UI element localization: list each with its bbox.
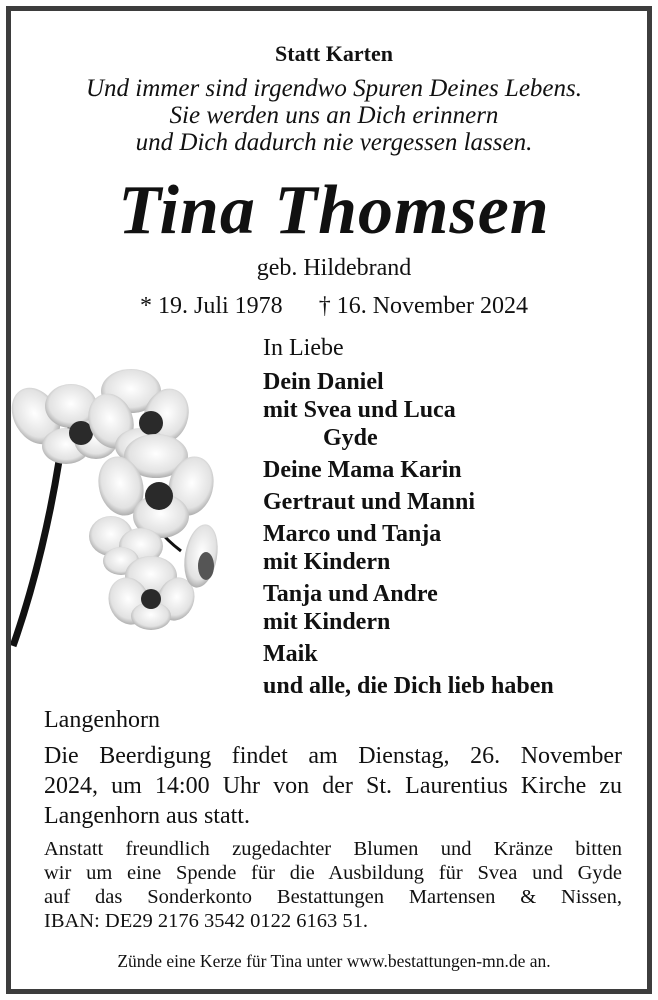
mourner-line: Maik [263,641,318,667]
mourner-line: und alle, die Dich lieb haben [263,673,554,699]
verse-line: Und immer sind irgendwo Spuren Deines Lebens. [85,75,583,102]
mourner-line: mit Svea und Luca [263,397,456,423]
mourner-line: Gertraut und Manni [263,489,476,515]
death-date: † 16. November 2024 [318,293,528,319]
deceased-name: Tina Thomsen [118,172,550,249]
verse-line: und Dich dadurch nie vergessen lassen. [135,129,533,156]
funeral-notice [44,741,622,831]
obituary-notice [6,6,652,994]
funeral-line: 2024, um 14:00 Uhr von der St. Laurentius Kirche zu [44,773,622,799]
mourner-group [263,580,643,636]
mourner-group [263,368,643,452]
donation-line: wir um eine Spende für die Ausbildung für Svea und Gyde [44,862,622,884]
mourner-line: Marco und Tanja [263,521,442,547]
mourner-line: Dein Daniel [263,369,384,395]
candle-link-note: Zünde eine Kerze für Tina unter www.bestattungen-mn.de an. [117,951,551,971]
mourner-group [263,456,643,484]
mourners-lead: In Liebe [263,335,344,361]
birth-name: geb. Hildebrand [256,255,412,281]
funeral-line: Langenhorn aus statt. [44,803,250,829]
mourner-group [263,672,643,700]
mourner-line: mit Kindern [263,549,391,575]
birth-date: * 19. Juli 1978 [140,293,283,319]
memorial-verse [11,75,657,156]
mourner-group [263,640,643,668]
mourner-line: Gyde [323,425,378,451]
verse-line: Sie werden uns an Dich erinnern [169,102,499,129]
mourner-line: Deine Mama Karin [263,457,462,483]
funeral-line: Die Beerdigung findet am Dienstag, 26. November [44,743,622,769]
donation-line: IBAN: DE29 2176 3542 0122 6163 51. [44,910,369,932]
life-dates [11,293,657,320]
mourners-list [263,335,643,704]
place-name: Langenhorn [44,707,160,733]
mourner-group [263,488,643,516]
donation-line: Anstatt freundlich zugedachter Blumen und Kränze bitten [44,838,622,860]
orchid-image [11,361,236,661]
mourner-line: Tanja und Andre [263,581,438,607]
donation-line: auf das Sonderkonto Bestattungen Martensen & Nissen, [44,886,622,908]
donation-notice [44,837,622,933]
mourner-group [263,520,643,576]
mourner-line: mit Kindern [263,609,391,635]
statt-karten-heading: Statt Karten [275,41,393,66]
